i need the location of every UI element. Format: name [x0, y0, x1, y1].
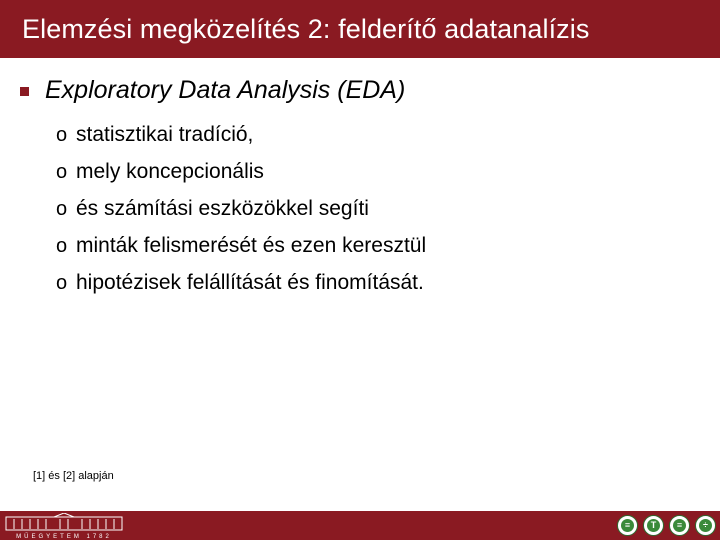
collapse-icon[interactable]: ÷: [695, 515, 716, 536]
circle-bullet-icon: o: [56, 235, 68, 257]
university-building-logo-icon: [4, 513, 124, 539]
sub-bullet-text: hipotézisek felállítását és finomítását.: [76, 271, 424, 294]
circle-bullet-icon: o: [56, 161, 68, 183]
sub-bullet-item: [56, 196, 426, 233]
sub-bullet-list: [56, 122, 426, 307]
circle-bullet-icon: o: [56, 198, 68, 220]
sub-bullet-text: minták felismerését és ezen keresztül: [76, 234, 427, 257]
sub-bullet-text: statisztikai tradíció,: [76, 123, 254, 146]
next-slide-icon[interactable]: ≡: [669, 515, 690, 536]
sub-bullet-item: [56, 122, 426, 159]
slide-nav: [617, 515, 716, 536]
main-bullet-text: Exploratory Data Analysis (EDA): [45, 76, 406, 104]
sub-bullet-text: és számítási eszközökkel segíti: [76, 197, 369, 220]
main-bullet: [20, 76, 405, 105]
text-icon[interactable]: T: [643, 515, 664, 536]
footer-bar: [0, 511, 720, 540]
square-bullet-icon: [20, 87, 29, 96]
circle-bullet-icon: o: [56, 272, 68, 294]
footnote: [1] és [2] alapján: [33, 470, 114, 482]
sub-bullet-item: [56, 233, 426, 270]
slide-title: Elemzési megközelítés 2: felderítő adatanalízis: [22, 13, 590, 44]
sub-bullet-item: [56, 270, 426, 307]
circle-bullet-icon: o: [56, 124, 68, 146]
svg-text:MŰEGYETEM 1782: MŰEGYETEM 1782: [16, 534, 112, 539]
sub-bullet-text: mely koncepcionális: [76, 160, 264, 183]
title-bar: [0, 0, 720, 58]
sub-bullet-item: [56, 159, 426, 196]
prev-slide-icon[interactable]: ≡: [617, 515, 638, 536]
